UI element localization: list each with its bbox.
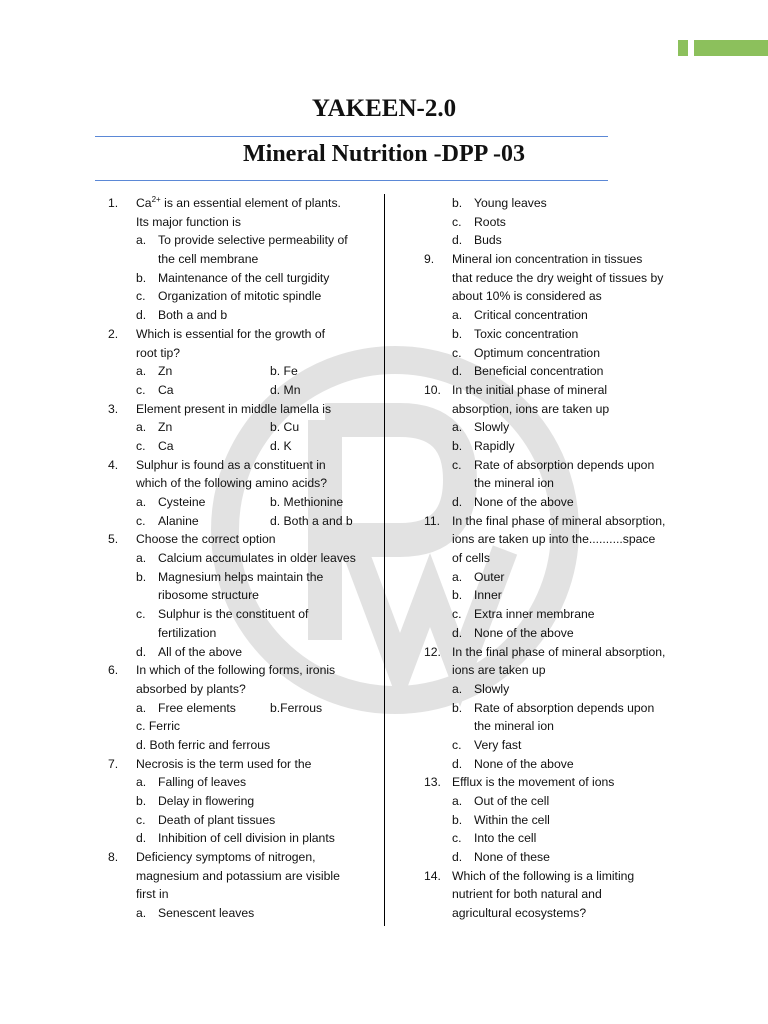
question-text: root tip? — [136, 345, 181, 360]
question-10: 10. In the initial phase of mineral — [424, 382, 608, 397]
option-a: a. Out of the cell — [452, 794, 550, 808]
question-text: Its major function is — [136, 214, 241, 229]
option-d: d. Both ferric and ferrous — [136, 737, 271, 752]
option-row: a. Free elements b.Ferrous — [136, 700, 323, 715]
option-row: a. Cysteine b. Methionine — [136, 495, 344, 509]
option-a: a. Slowly — [452, 420, 510, 435]
option-a: a. To provide selective permeability of — [136, 233, 348, 248]
right-column — [424, 194, 724, 923]
option-c: c. Into the cell — [452, 831, 537, 846]
option-a: a. Outer — [452, 569, 505, 584]
option-a: a. Critical concentration — [452, 308, 588, 323]
column-divider — [384, 194, 385, 926]
question-14: 14. Which of the following is a limiting — [424, 868, 635, 883]
question-11: 11. In the final phase of mineral absorption, — [424, 513, 666, 528]
option-d: d. Inhibition of cell division in plants — [136, 831, 335, 846]
question-text: of cells — [452, 551, 490, 566]
question-1 — [108, 194, 380, 213]
option-b: b. Rapidly — [452, 438, 515, 453]
question-3: 3. Element present in middle lamella is — [108, 401, 332, 416]
question-8: 8. Deficiency symptoms of nitrogen, — [108, 850, 316, 865]
question-5: 5. Choose the correct option — [108, 532, 276, 547]
option-c: c. Ferric — [136, 719, 181, 734]
option-c: c. Sulphur is the constituent of — [136, 607, 309, 622]
left-column — [108, 194, 380, 923]
option-d: d. All of the above — [136, 644, 243, 659]
option-c: c. Organization of mitotic spindle — [136, 289, 322, 304]
question-text: ions are taken up — [452, 663, 546, 678]
option-text: fertilization — [158, 625, 217, 640]
question-2: 2. Which is essential for the growth of — [108, 326, 325, 341]
option-row: a. Zn b. Cu — [136, 420, 300, 435]
option-b: b. Inner — [452, 588, 502, 603]
question-13: 13. Efflux is the movement of ions — [424, 775, 615, 790]
question-4: 4. Sulphur is found as a constituent in — [108, 457, 326, 472]
option-text: the cell membrane — [158, 252, 259, 267]
option-b: b. Maintenance of the cell turgidity — [136, 270, 330, 285]
question-12: 12. In the final phase of mineral absorption, — [424, 644, 666, 659]
option-c: c. Rate of absorption depends upon — [452, 457, 655, 472]
option-a: a. Slowly — [452, 681, 510, 696]
option-row: c. Alanine d. Both a and b — [136, 513, 353, 528]
question-text: about 10% is considered as — [452, 289, 602, 304]
option-d: d. None of the above — [452, 756, 574, 771]
question-7: 7. Necrosis is the term used for the — [108, 756, 312, 771]
option-a: a. Senescent leaves — [136, 906, 255, 921]
question-text: that reduce the dry weight of tissues by — [452, 270, 664, 285]
question-text: agricultural ecosystems? — [452, 906, 587, 921]
option-d: d. Both a and b — [136, 308, 228, 323]
option-d: d. Buds — [452, 233, 502, 248]
option-c: c. Very fast — [452, 737, 522, 752]
question-number: 1. — [108, 196, 119, 210]
option-a: a. Falling of leaves — [136, 775, 247, 790]
option-c: c. Optimum concentration — [452, 345, 600, 360]
option-a: a. Calcium accumulates in older leaves — [136, 551, 356, 566]
option-b: b. Young leaves — [452, 196, 547, 210]
option-c: c. Death of plant tissues — [136, 812, 276, 827]
option-row: c. Ca d. K — [136, 438, 292, 453]
question-6: 6. In which of the following forms, ironis — [108, 663, 336, 678]
question-text: which of the following amino acids? — [136, 476, 328, 491]
question-text: ions are taken up into the..........space — [452, 532, 656, 547]
option-b: b. Within the cell — [452, 812, 550, 827]
document-subtitle: Mineral Nutrition -DPP -03 — [243, 141, 525, 167]
question-text: absorption, ions are taken up — [452, 401, 610, 416]
option-row: c. Ca d. Mn — [136, 382, 301, 397]
title-rule-bottom — [95, 180, 608, 181]
option-c: c. Roots — [452, 214, 506, 229]
option-d: d. None of the above — [452, 625, 574, 640]
option-row: a. Zn b. Fe — [136, 364, 298, 379]
option-d: d. None of the above — [452, 495, 574, 509]
question-text: nutrient for both natural and — [452, 887, 602, 902]
option-b: b. Magnesium helps maintain the — [136, 569, 324, 584]
question-text: magnesium and potassium are visible — [136, 868, 340, 883]
option-b: b. Rate of absorption depends upon — [452, 700, 655, 715]
title-rule-top — [95, 136, 608, 137]
document-title: YAKEEN-2.0 — [311, 95, 457, 122]
option-text: the mineral ion — [474, 476, 554, 491]
corner-tab-small — [678, 40, 688, 56]
question-text: first in — [136, 887, 169, 902]
option-text: the mineral ion — [474, 719, 554, 734]
question-9: 9. Mineral ion concentration in tissues — [424, 252, 643, 267]
corner-tab-bar — [694, 40, 768, 56]
option-d: d. None of these — [452, 850, 550, 865]
option-text: ribosome structure — [158, 588, 259, 603]
question-text: $Ca^{2+}$ is an essential element of plants. — [136, 194, 341, 210]
option-b: b. Toxic concentration — [452, 326, 579, 341]
option-d: d. Beneficial concentration — [452, 364, 604, 379]
question-text: absorbed by plants? — [136, 681, 246, 696]
option-c: c. Extra inner membrane — [452, 607, 595, 622]
option-b: b. Delay in flowering — [136, 794, 255, 808]
